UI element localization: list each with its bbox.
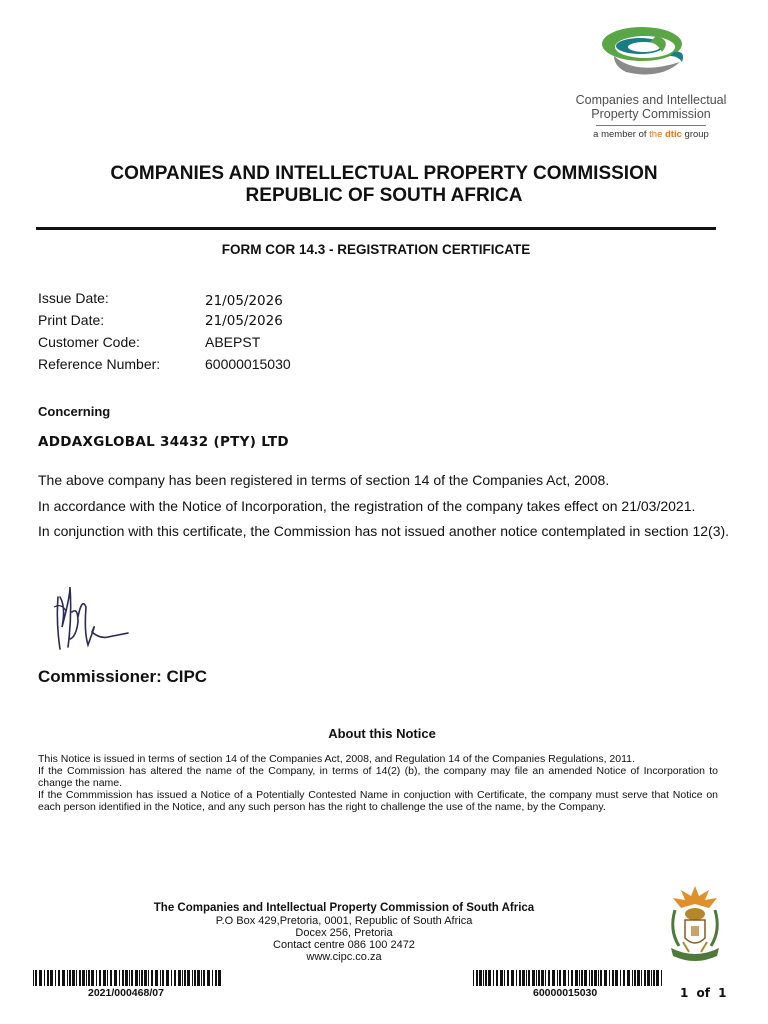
barcode-bar <box>519 970 521 986</box>
south-africa-coat-of-arms-icon <box>665 880 725 970</box>
barcode-bar <box>483 970 484 986</box>
barcode-bar <box>496 970 498 986</box>
footer-address <box>0 901 688 963</box>
barcode-bar <box>182 970 183 986</box>
barcode-bar <box>641 970 642 986</box>
barcode-bar <box>653 970 655 986</box>
company-name: ADDAXGLOBAL 34432 (PTY) LTD <box>38 434 289 450</box>
cipc-swirl-logo-icon <box>600 22 690 84</box>
commissioner-title: Commissioner: CIPC <box>38 667 208 686</box>
customer-code-label: Customer Code: <box>38 334 140 350</box>
barcode-bar <box>55 970 56 986</box>
barcode-bar <box>500 970 503 986</box>
barcode-bar <box>637 970 640 986</box>
barcode-bar <box>504 970 505 986</box>
barcode-bar <box>516 970 517 986</box>
barcode-bar <box>615 970 618 986</box>
barcode-bar <box>559 970 561 986</box>
footer-contact: Contact centre 086 100 2472 <box>273 939 415 951</box>
barcode-bar <box>194 970 196 986</box>
barcode-bar <box>656 970 659 986</box>
barcode-bar <box>568 970 569 986</box>
about-line-2: If the Commission has altered the name of the Company, in terms of 14(2) (b), the company may file an amended Notice of Incorporation to change the name. <box>38 765 718 789</box>
member-prefix: a member of <box>593 129 650 140</box>
barcode-bar <box>35 970 37 986</box>
barcode-bar <box>212 970 213 986</box>
barcode-bar <box>545 970 546 986</box>
barcode-bar <box>62 970 65 986</box>
barcode-bar <box>476 970 478 986</box>
about-notice-text <box>38 753 718 813</box>
barcode-bar <box>79 970 81 986</box>
barcode-bar <box>634 970 636 986</box>
barcode-bar <box>644 970 646 986</box>
barcode-bar <box>76 970 77 986</box>
barcode-bar <box>632 970 633 986</box>
barcode-bar <box>103 970 106 986</box>
barcode-bar <box>135 970 138 986</box>
barcode-bar <box>575 970 578 986</box>
barcode-bar <box>187 970 190 986</box>
barcode-bar <box>627 970 630 986</box>
barcode-bar <box>563 970 566 986</box>
barcode-bar <box>178 970 181 986</box>
barcode-bar <box>125 970 128 986</box>
concerning-label: Concerning <box>38 404 111 419</box>
barcode-bar <box>174 970 176 986</box>
barcode-bar <box>91 970 94 986</box>
barcode-bar <box>47 970 49 986</box>
barcode-bar <box>67 970 68 986</box>
barcode-bar <box>594 970 597 986</box>
barcode-bar <box>192 970 193 986</box>
barcode-bar <box>50 970 53 986</box>
barcode-bar <box>96 970 97 986</box>
barcode-bar <box>473 970 474 986</box>
barcode-bar <box>620 970 621 986</box>
reference-number-value: 60000015030 <box>205 356 291 372</box>
barcode-bar <box>72 970 75 986</box>
notice-statement: In conjunction with this certificate, the Commission has not issued another notice contemplated in section 12(3). <box>38 523 730 539</box>
barcode-bar <box>532 970 535 986</box>
barcode-bar <box>538 970 540 986</box>
barcode-bar <box>114 970 117 986</box>
barcode-bar <box>598 970 599 986</box>
barcode-bar <box>203 970 205 986</box>
about-line-1: This Notice is issued in terms of section 14 of the Companies Act, 2008, and Regulation 14 of the Companies Regulations, 2011. <box>38 753 635 765</box>
effective-date-statement: In accordance with the Notice of Incorporation, the registration of the company takes effect on 21/03/2021. <box>38 498 696 514</box>
cipc-logo <box>566 22 736 147</box>
footer-title: The Companies and Intellectual Property Commission of South Africa <box>153 902 535 914</box>
form-title: FORM COR 14.3 - REGISTRATION CERTIFICATE <box>221 242 531 257</box>
barcode-bar <box>119 970 120 986</box>
barcode-bar <box>604 970 607 986</box>
barcode-bar <box>107 970 108 986</box>
reference-number-label: Reference Number: <box>38 356 161 372</box>
document-header <box>0 163 768 207</box>
barcode-bar <box>33 970 34 986</box>
barcode-bar <box>88 970 90 986</box>
registration-statement: The above company has been registered in terms of section 14 of the Companies Act, 2008. <box>38 472 610 488</box>
barcode-bar <box>571 970 573 986</box>
member-the: the <box>649 129 663 140</box>
barcode-bar <box>166 970 169 986</box>
about-line-3: If the Commmission has issued a Notice of a Potentially Contested Name in conjuction with Certificate, the company must serve that Notice on each person identified in the Notice, and any such person has the right to challenge the use of the name, by the Company. <box>38 789 718 813</box>
registration-number-label: 2021/000468/07 <box>88 987 164 999</box>
barcode-bar <box>218 970 221 986</box>
member-suffix: group <box>681 129 709 140</box>
barcode-bar <box>536 970 537 986</box>
footer-website: www.cipc.co.za <box>306 951 382 963</box>
about-notice-title: About this Notice <box>328 726 436 741</box>
barcode-bar <box>541 970 544 986</box>
barcode-bar <box>160 970 161 986</box>
barcode-bar <box>647 970 650 986</box>
footer-docex: Docex 256, Pretoria <box>295 927 393 939</box>
barcode-bar <box>197 970 200 986</box>
barcode-bar <box>141 970 143 986</box>
barcode-bar <box>493 970 494 986</box>
company-registration-barcode <box>33 970 223 986</box>
barcode-bar <box>122 970 124 986</box>
logo-name-line1: Companies and Intellectual <box>575 93 727 107</box>
barcode-bar <box>215 970 217 986</box>
barcode-bar <box>129 970 130 986</box>
barcode-bar <box>522 970 525 986</box>
barcode-bar <box>184 970 186 986</box>
print-date-value: 21/05/2026 <box>205 313 283 329</box>
issue-date-label: Issue Date: <box>38 290 109 306</box>
barcode-bar <box>201 970 202 986</box>
barcode-bar <box>526 970 527 986</box>
barcode-bar <box>99 970 101 986</box>
barcode-bar <box>600 970 602 986</box>
barcode-bar <box>612 970 614 986</box>
barcode-bar <box>661 970 662 986</box>
barcode-bar <box>144 970 147 986</box>
barcode-bar <box>69 970 71 986</box>
barcode-bar <box>148 970 149 986</box>
barcode-bar <box>155 970 158 986</box>
barcode-bar <box>552 970 555 986</box>
barcode-bar <box>623 970 625 986</box>
barcode-bar <box>110 970 112 986</box>
logo-name-line2: Property Commission <box>591 107 711 121</box>
barcode-bar <box>591 970 593 986</box>
logo-organisation-name <box>566 93 736 121</box>
barcode-bar <box>511 970 514 986</box>
barcode-bar <box>609 970 610 986</box>
barcode-bar <box>58 970 60 986</box>
barcode-bar <box>151 970 153 986</box>
reference-barcode <box>473 970 664 986</box>
barcode-bar <box>171 970 172 986</box>
barcode-bar <box>82 970 85 986</box>
header-line1: COMPANIES AND INTELLECTUAL PROPERTY COMMISSION <box>110 163 658 184</box>
print-date-label: Print Date: <box>38 312 105 328</box>
barcode-bar <box>485 970 487 986</box>
barcode-bar <box>86 970 87 986</box>
barcode-bar <box>39 970 42 986</box>
member-dtic: dtic <box>665 129 682 140</box>
logo-member-tagline <box>566 129 736 140</box>
barcode-bar <box>139 970 140 986</box>
header-divider <box>36 227 716 230</box>
barcode-bar <box>579 970 580 986</box>
barcode-bar <box>581 970 583 986</box>
barcode-bar <box>507 970 509 986</box>
issue-date-value: 21/05/2026 <box>205 293 283 309</box>
logo-divider <box>596 125 706 126</box>
barcode-bar <box>528 970 530 986</box>
barcode-bar <box>479 970 482 986</box>
page-number: 1 of 1 <box>680 986 727 1000</box>
barcode-bar <box>651 970 652 986</box>
barcode-bar <box>488 970 491 986</box>
barcode-bar <box>548 970 550 986</box>
barcode-bar <box>557 970 558 986</box>
barcode-bar <box>589 970 590 986</box>
customer-code-value: ABEPST <box>205 334 261 350</box>
barcode-bar <box>44 970 45 986</box>
barcode-bar <box>207 970 210 986</box>
barcode-bar <box>162 970 164 986</box>
commissioner-signature <box>48 577 138 657</box>
header-line2: REPUBLIC OF SOUTH AFRICA <box>245 185 523 206</box>
reference-barcode-label: 60000015030 <box>533 987 598 999</box>
barcode-bar <box>131 970 133 986</box>
footer-po-box: P.O Box 429,Pretoria, 0001, Republic of South Africa <box>215 915 473 927</box>
barcode-bar <box>584 970 587 986</box>
